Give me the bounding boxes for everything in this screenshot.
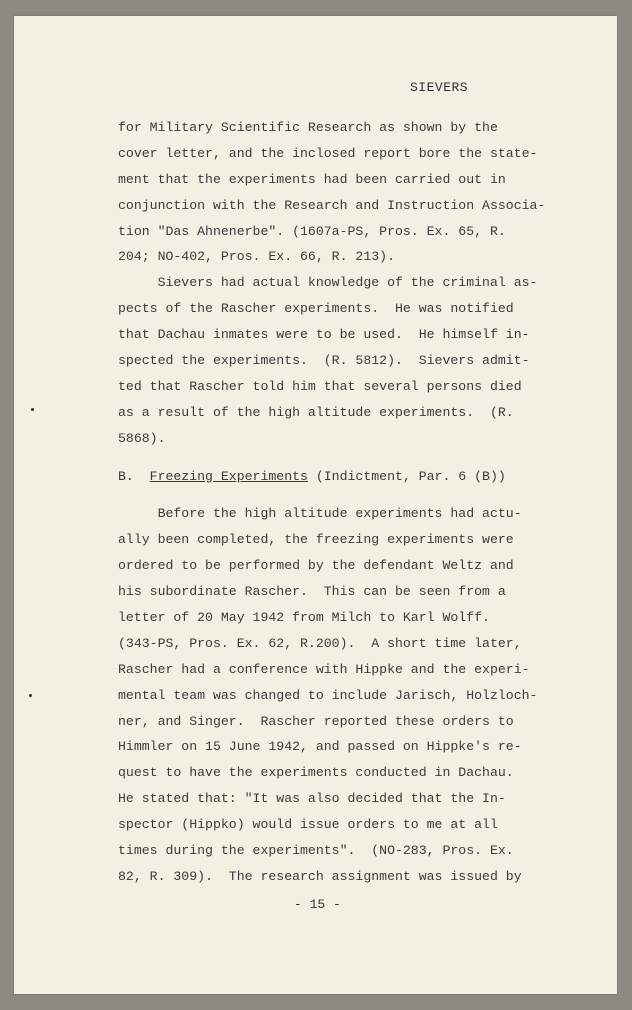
text-line: as a result of the high altitude experiments. (R. <box>118 404 514 420</box>
text-line: mental team was changed to include Jarisch, Holzloch- <box>118 687 538 703</box>
page-header: SIEVERS <box>410 80 469 95</box>
text-line: for Military Scientific Research as shown by the <box>118 120 498 135</box>
text-line: (343-PS, Pros. Ex. 62, R.200). A short time later, <box>118 635 522 651</box>
text-line: letter of 20 May 1942 from Milch to Karl Wolff. <box>118 610 490 626</box>
text-line: quest to have the experiments conducted in Dachau. <box>118 765 514 781</box>
text-line: spected the experiments. (R. 5812). Sievers admit- <box>118 353 530 369</box>
section-prefix: B. <box>118 468 150 484</box>
text-line: spector (Hippko) would issue orders to me at all <box>118 817 498 833</box>
text-line: ner, and Singer. Rascher reported these orders to <box>118 713 514 729</box>
text-line: He stated that: "It was also decided that the In- <box>118 791 506 807</box>
body-text <box>118 120 546 895</box>
text-line: 5868). <box>118 430 166 446</box>
page-number: - 15 - <box>294 897 341 912</box>
text-line: Sievers had actual knowledge of the criminal as- <box>118 275 538 291</box>
text-line: pects of the Rascher experiments. He was notified <box>118 301 514 317</box>
text-line: Himmler on 15 June 1942, and passed on Hippke's re- <box>118 739 522 755</box>
text-line: ordered to be performed by the defendant Weltz and <box>118 558 514 574</box>
text-line: ted that Rascher told him that several persons died <box>118 378 522 394</box>
text-line: that Dachau inmates were to be used. He himself in- <box>118 327 530 343</box>
section-title: Freezing Experiments <box>149 468 308 484</box>
paragraph-gap <box>118 457 518 469</box>
text-line: Before the high altitude experiments had actu- <box>118 506 522 522</box>
text-line: his subordinate Rascher. This can be seen from a <box>118 584 506 600</box>
margin-speck <box>31 408 34 411</box>
text-line: ally been completed, the freezing experiments were <box>118 532 514 548</box>
text-line: tion "Das Ahnenerbe". (1607a-PS, Pros. Ex. 65, R. <box>118 223 506 239</box>
text-line: Rascher had a conference with Hippke and the experi- <box>118 661 530 677</box>
margin-speck <box>29 694 32 697</box>
section-heading <box>118 469 518 495</box>
text-line: 82, R. 309). The research assignment was issued by <box>118 868 522 884</box>
text-line: times during the experiments". (NO-283, Pros. Ex. <box>118 843 514 859</box>
paragraph-gap <box>118 494 518 506</box>
section-suffix: (Indictment, Par. 6 (B)) <box>307 468 506 484</box>
text-line: conjunction with the Research and Instruction Associa- <box>118 197 546 213</box>
text-line: 204; NO-402, Pros. Ex. 66, R. 213). <box>118 249 395 265</box>
text-line: ment that the experiments had been carried out in <box>118 171 506 187</box>
text-line: cover letter, and the inclosed report bore the state- <box>118 145 538 161</box>
